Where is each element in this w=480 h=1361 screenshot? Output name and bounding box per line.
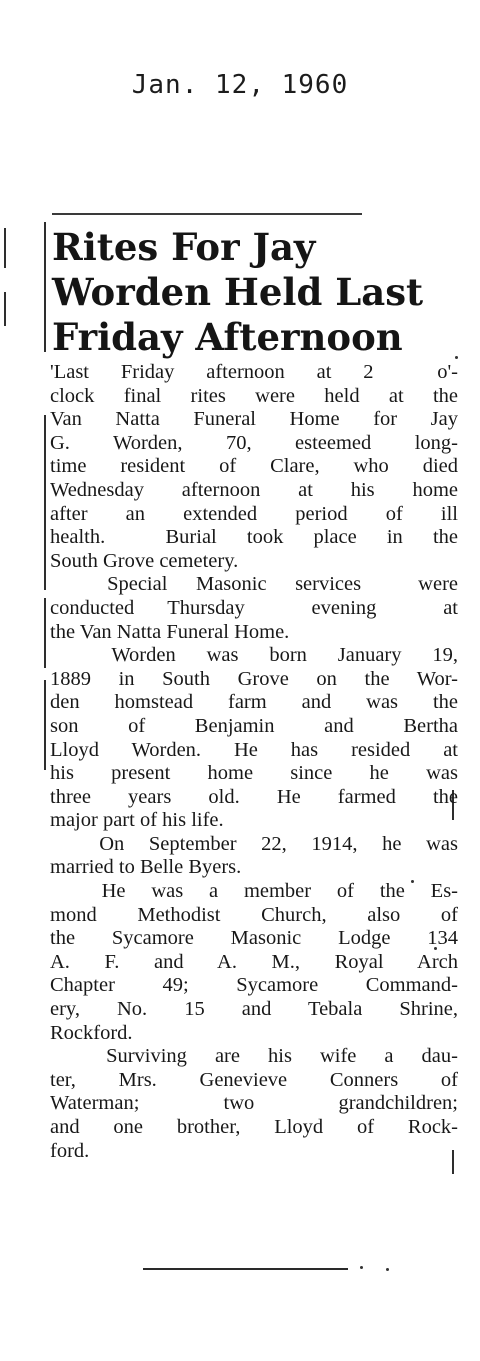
- article-line: den homstead farm and was the: [50, 691, 458, 714]
- speck: [386, 1268, 389, 1271]
- article-line: his present home since he was: [50, 762, 458, 785]
- margin-line: [4, 292, 6, 326]
- article-line: 'Last Friday afternoon at 2 o'-: [50, 361, 458, 383]
- article-line: and one brother, Lloyd of Rock-: [50, 1116, 458, 1138]
- article-line: three years old. He farmed the: [50, 785, 458, 808]
- headline-line: Worden Held Last: [52, 270, 424, 314]
- article-line: married to Belle Byers.: [50, 856, 242, 879]
- bottom-rule: [143, 1268, 348, 1270]
- speck: [455, 356, 458, 359]
- article-line: time resident of Clare, who died: [50, 455, 458, 478]
- article-line: conducted Thursday evening at: [50, 596, 458, 619]
- margin-line: [44, 598, 46, 668]
- article-line: Van Natta Funeral Home for Jay: [50, 408, 458, 431]
- article-line: ter, Mrs. Genevieve Conners of: [50, 1068, 458, 1091]
- article-line: ery, No. 15 and Tebala Shrine,: [50, 998, 458, 1021]
- article-body: [50, 361, 458, 1163]
- clipping-date: Jan. 12, 1960: [131, 70, 349, 100]
- article-line: Special Masonic services were: [50, 573, 458, 596]
- top-rule: [52, 213, 362, 215]
- article-line: Surviving are his wife a dau-: [50, 1045, 458, 1068]
- article-line: G. Worden, 70, esteemed long-: [50, 431, 458, 454]
- article-line: ford.: [50, 1139, 90, 1162]
- article-line: Rockford.: [50, 1021, 133, 1044]
- article-line: son of Benjamin and Bertha: [50, 714, 458, 737]
- article-line: major part of his life.: [50, 809, 224, 832]
- article-line: He was a member of the Es-: [50, 880, 458, 903]
- margin-line: [44, 680, 46, 770]
- article-line: Waterman; two grandchildren;: [50, 1092, 458, 1115]
- article-line: Chapter 49; Sycamore Command-: [50, 974, 458, 997]
- article-line: South Grove cemetery.: [50, 549, 239, 572]
- article-line: Worden was born January 19,: [50, 644, 458, 667]
- headline-line: Friday Afternoon: [52, 315, 403, 359]
- margin-line: [44, 222, 46, 352]
- article-line: the Van Natta Funeral Home.: [50, 620, 290, 643]
- article-line: the Sycamore Masonic Lodge 134: [50, 927, 458, 950]
- margin-line: [4, 228, 6, 268]
- article-line: mond Methodist Church, also of: [50, 903, 458, 926]
- headline-line: Rites For Jay: [52, 225, 316, 269]
- article-line: health. Burial took place in the: [50, 526, 458, 549]
- article-line: Lloyd Worden. He has resided at: [50, 738, 458, 761]
- article-line: A. F. and A. M., Royal Arch: [50, 950, 458, 973]
- article-line: Wednesday afternoon at his home: [50, 478, 458, 501]
- speck: [360, 1266, 363, 1269]
- headline: [52, 225, 452, 360]
- margin-line: [44, 415, 46, 590]
- article-line: clock final rites were held at the: [50, 384, 458, 407]
- article-line: 1889 in South Grove on the Wor-: [50, 667, 458, 690]
- article-line: after an extended period of ill: [50, 502, 458, 525]
- article-line: On September 22, 1914, he was: [50, 832, 458, 855]
